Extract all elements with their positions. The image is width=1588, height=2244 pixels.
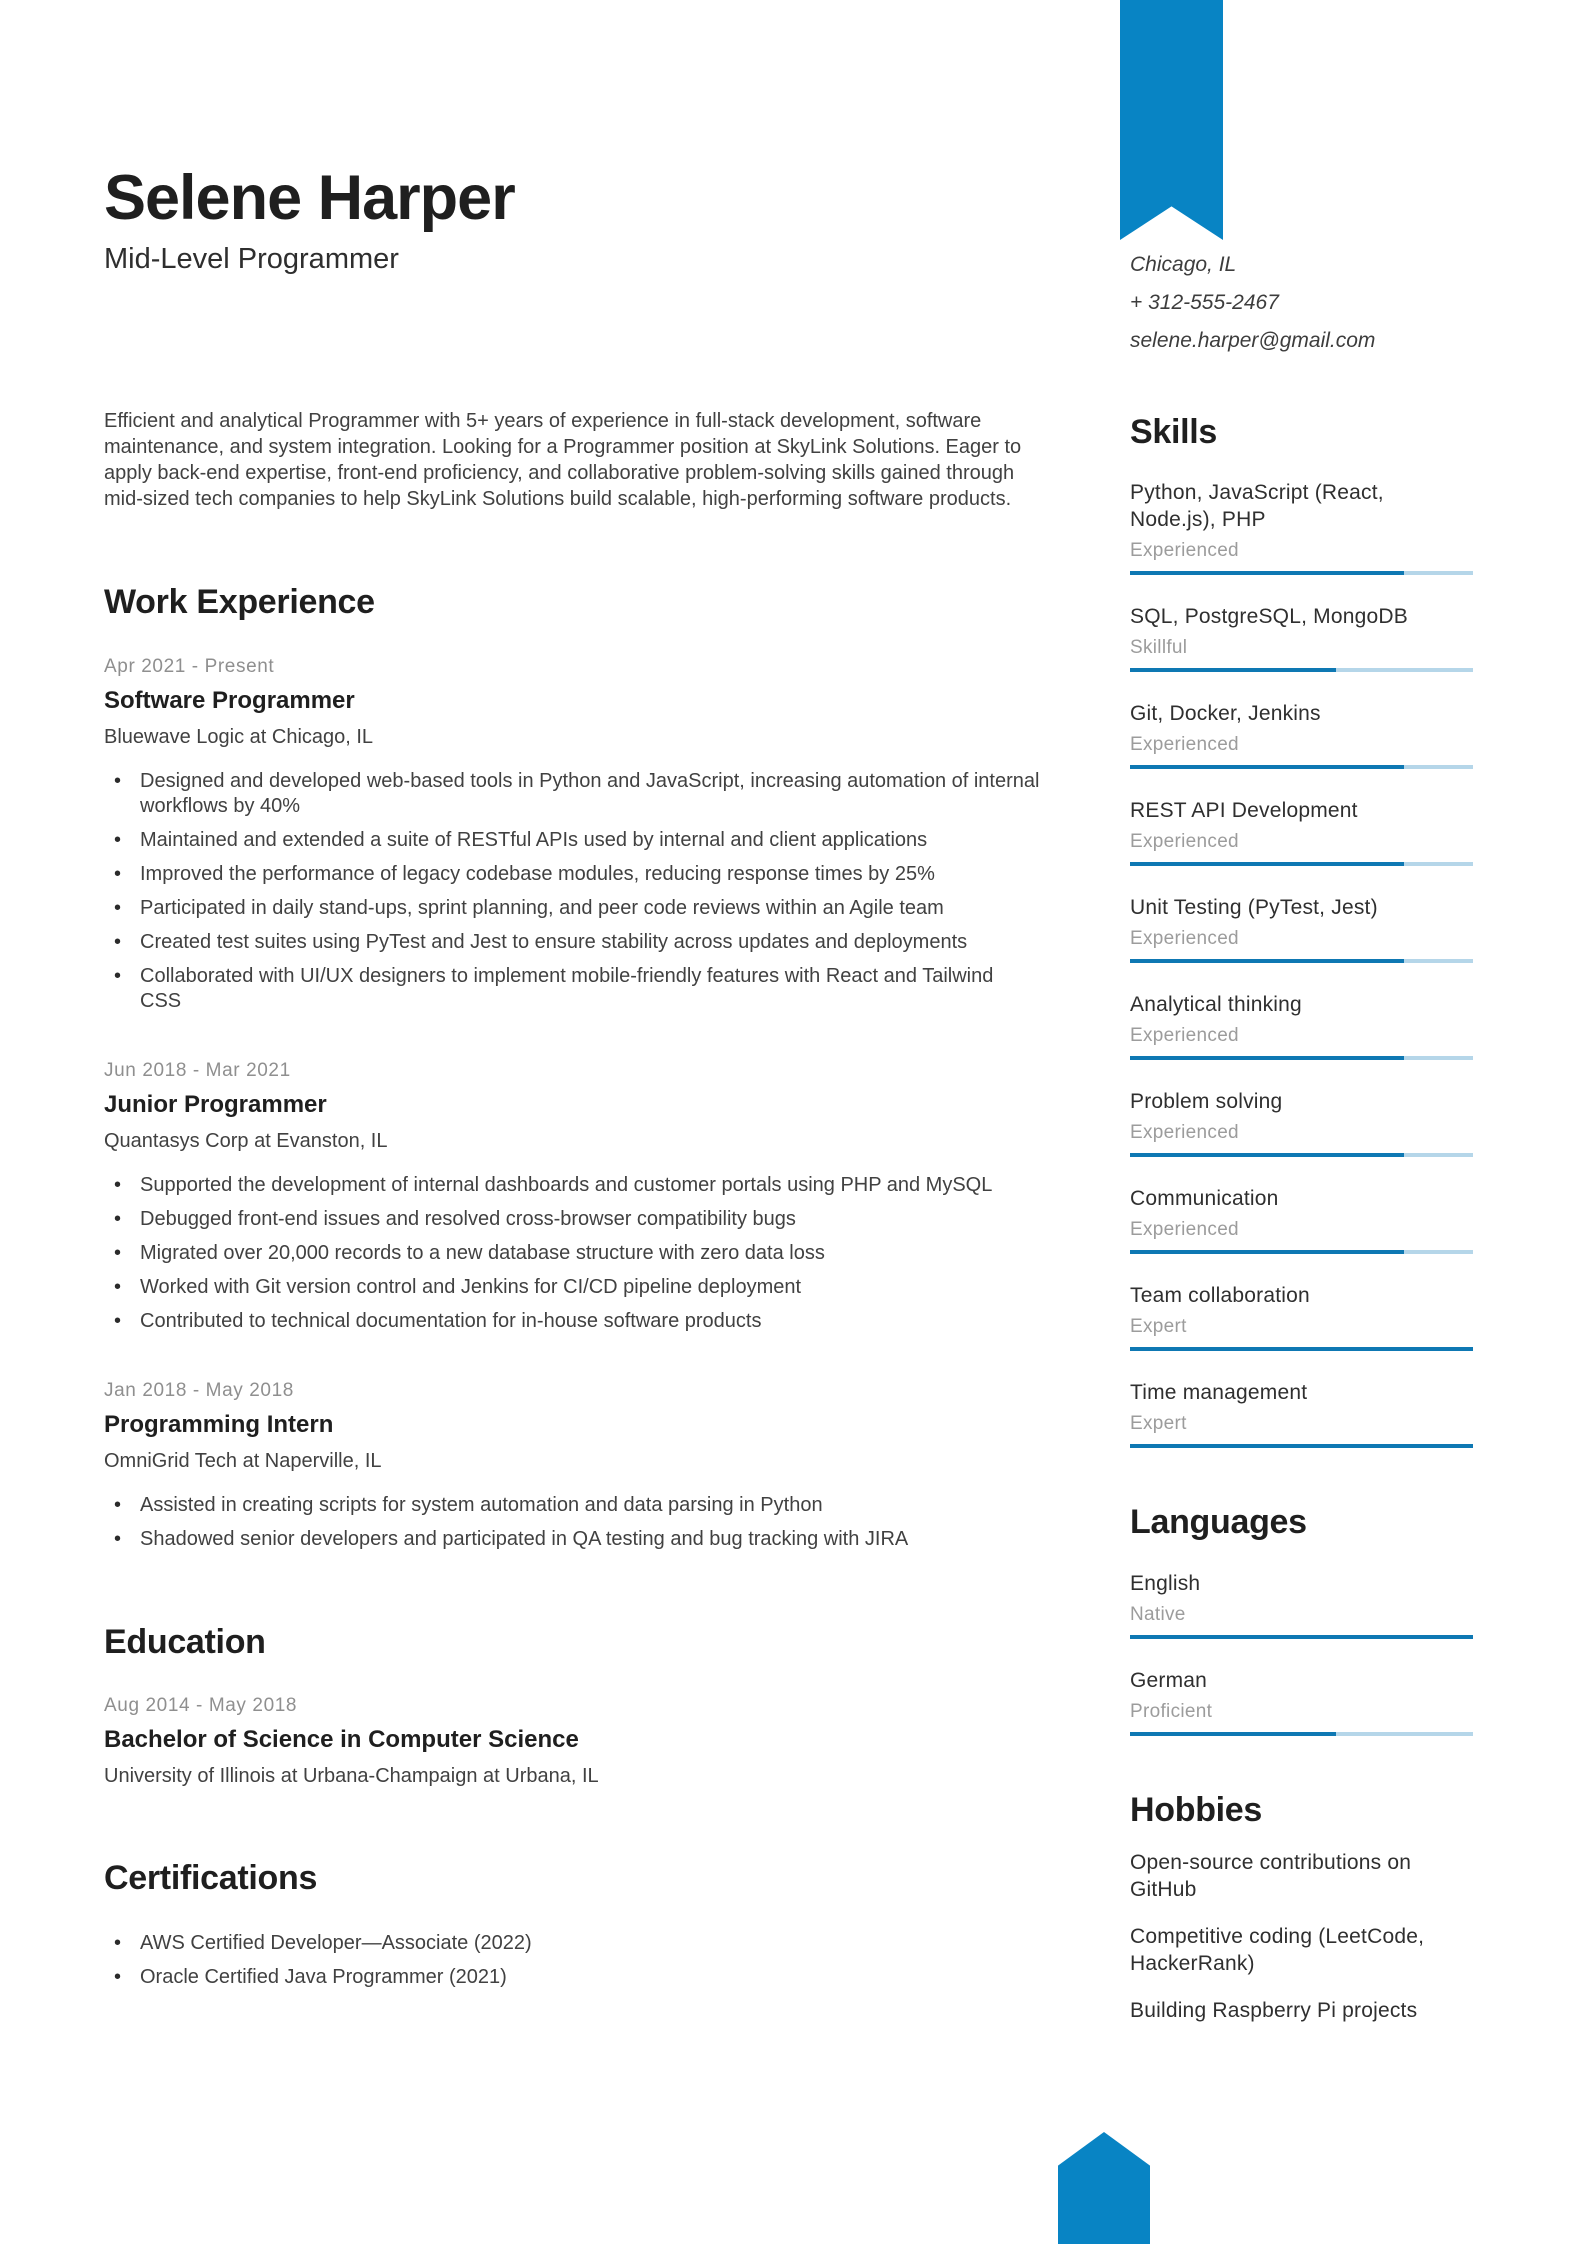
skill-item [1130,603,1473,672]
skill-name: REST API Development [1130,799,1358,823]
job-bullet: • Participated in daily stand-ups, sprint planning, and peer code reviews within an Agile team [104,896,1040,921]
skill-item [1130,1185,1473,1254]
skill-name: Problem solving [1130,1090,1283,1114]
skill-level: Expert [1130,1316,1187,1338]
work-experience-heading: Work Experience [104,583,375,622]
skill-progress-fill [1130,1347,1473,1351]
job-dates: Jan 2018 - May 2018 [104,1379,294,1401]
job-title: Junior Programmer [104,1090,327,1118]
skill-progress-track [1130,959,1473,963]
certification-item: • AWS Certified Developer—Associate (2022) [104,1931,1040,1956]
job-bullet: • Maintained and extended a suite of RESTful APIs used by internal and client applications [104,828,1040,853]
language-name: English [1130,1571,1201,1595]
job-bullet: • Improved the performance of legacy codebase modules, reducing response times by 25% [104,862,1040,887]
skill-progress-track [1130,1153,1473,1157]
job-entry [104,656,1040,1014]
skill-progress-fill [1130,1250,1404,1254]
skill-item [1130,991,1473,1060]
language-item [1130,1570,1473,1639]
sidebar-column [1130,0,1473,2024]
skill-progress-fill [1130,959,1404,963]
job-entry [104,1380,1040,1552]
skill-level: Experienced [1130,1219,1239,1241]
language-progress-fill [1130,1635,1473,1639]
job-company: Bluewave Logic at Chicago, IL [104,725,374,748]
skill-progress-track [1130,668,1473,672]
certifications-heading: Certifications [104,1858,318,1897]
job-company: OmniGrid Tech at Naperville, IL [104,1449,382,1472]
language-progress-track [1130,1635,1473,1639]
education-entry [104,1695,1040,1788]
education-school: University of Illinois at Urbana-Champaign at Urbana, IL [104,1764,599,1787]
candidate-name: Selene Harper [104,163,515,233]
language-level: Proficient [1130,1700,1213,1722]
skill-progress-fill [1130,571,1404,575]
skill-level: Experienced [1130,1025,1239,1047]
skill-item [1130,894,1473,963]
job-bullet: • Collaborated with UI/UX designers to implement mobile-friendly features with React and Tailwind CSS [104,964,1040,1014]
skill-item [1130,1379,1473,1448]
job-bullet-list [104,1173,1040,1334]
certification-item: • Oracle Certified Java Programmer (2021) [104,1965,1040,1990]
skill-level: Expert [1130,1413,1187,1435]
job-bullet: • Created test suites using PyTest and Jest to ensure stability across updates and deployments [104,930,1040,955]
job-bullet-list [104,1493,1040,1552]
language-progress-track [1130,1732,1473,1736]
job-company: Quantasys Corp at Evanston, IL [104,1129,388,1152]
skill-progress-fill [1130,1444,1473,1448]
skill-progress-track [1130,765,1473,769]
job-dates: Apr 2021 - Present [104,655,275,677]
language-name: German [1130,1668,1208,1692]
job-title: Programming Intern [104,1410,334,1438]
section-hobbies [1130,1792,1473,2024]
certifications-entry [104,1931,1040,1990]
skill-item [1130,1088,1473,1157]
contact-email: selene.harper@gmail.com [1130,329,1376,352]
job-title: Software Programmer [104,686,355,714]
job-bullet-list [104,769,1040,1014]
job-bullet: • Designed and developed web-based tools in Python and JavaScript, increasing automation of internal workflows by 40% [104,769,1040,819]
section-certifications [104,1860,1040,1990]
hobby-item: Building Raspberry Pi projects [1130,1999,1418,2023]
skill-progress-track [1130,1250,1473,1254]
skill-level: Experienced [1130,831,1239,853]
section-skills [1130,414,1473,1448]
languages-heading: Languages [1130,1503,1307,1542]
job-dates: Jun 2018 - Mar 2021 [104,1059,291,1081]
skill-progress-track [1130,1056,1473,1060]
language-level: Native [1130,1603,1186,1625]
profile-summary: Efficient and analytical Programmer with 5+ years of experience in full-stack development, software maintenance, and system integration. Looking for a Programmer position at SkyLink Solutions. Eager to apply back-end expertise, front-end proficiency, and collaborative problem-solving skills gained through mid-sized tech companies to help SkyLink Solutions build scalable, high-performing software products. [104,410,1022,511]
section-languages [1130,1504,1473,1735]
hobbies-heading: Hobbies [1130,1790,1263,1829]
skill-name: Team collaboration [1130,1284,1310,1308]
job-bullet: • Supported the development of internal dashboards and customer portals using PHP and MySQL [104,1173,1040,1198]
skill-name: Python, JavaScript (React, Node.js), PHP [1130,481,1384,532]
skill-name: Time management [1130,1381,1308,1405]
certification-list [104,1931,1040,1990]
candidate-headline: Mid-Level Programmer [104,243,399,276]
skill-progress-fill [1130,862,1404,866]
language-progress-fill [1130,1732,1336,1736]
education-heading: Education [104,1622,266,1661]
job-bullet: • Worked with Git version control and Jenkins for CI/CD pipeline deployment [104,1275,1040,1300]
skill-name: SQL, PostgreSQL, MongoDB [1130,605,1408,629]
education-dates: Aug 2014 - May 2018 [104,1694,298,1716]
skill-level: Skillful [1130,637,1188,659]
hobby-item: Competitive coding (LeetCode, HackerRank) [1130,1925,1425,1976]
section-education [104,1624,1040,1788]
section-work-experience [104,584,1040,1551]
skill-progress-track [1130,862,1473,866]
skill-level: Experienced [1130,1122,1239,1144]
skill-level: Experienced [1130,928,1239,950]
job-bullet: • Assisted in creating scripts for system automation and data parsing in Python [104,1493,1040,1518]
job-bullet: • Debugged front-end issues and resolved cross-browser compatibility bugs [104,1207,1040,1232]
skill-item [1130,479,1473,575]
job-entry [104,1060,1040,1334]
skill-progress-track [1130,571,1473,575]
skill-progress-track [1130,1444,1473,1448]
skill-name: Git, Docker, Jenkins [1130,702,1321,726]
skill-level: Experienced [1130,540,1239,562]
skill-name: Communication [1130,1187,1279,1211]
skill-item [1130,1282,1473,1351]
contact-phone: + 312-555-2467 [1130,291,1279,314]
skill-progress-fill [1130,668,1336,672]
skills-heading: Skills [1130,413,1218,451]
job-bullet: • Shadowed senior developers and participated in QA testing and bug tracking with JIRA [104,1527,1040,1552]
skill-progress-fill [1130,1056,1404,1060]
skill-name: Unit Testing (PyTest, Jest) [1130,896,1378,920]
skill-progress-fill [1130,765,1404,769]
skill-progress-track [1130,1347,1473,1351]
skill-item [1130,700,1473,769]
contact-location: Chicago, IL [1130,253,1237,276]
skill-level: Experienced [1130,734,1239,756]
bottom-arrow-shape [1058,2132,1150,2244]
language-item [1130,1667,1473,1736]
job-bullet: • Contributed to technical documentation for in-house software products [104,1309,1040,1334]
skill-progress-fill [1130,1153,1404,1157]
hobby-item: Open-source contributions on GitHub [1130,1851,1412,1902]
main-column [104,0,1040,1999]
job-bullet: • Migrated over 20,000 records to a new database structure with zero data loss [104,1241,1040,1266]
contact-block [1130,254,1473,352]
skill-item [1130,797,1473,866]
skill-name: Analytical thinking [1130,993,1302,1017]
education-degree: Bachelor of Science in Computer Science [104,1725,579,1753]
